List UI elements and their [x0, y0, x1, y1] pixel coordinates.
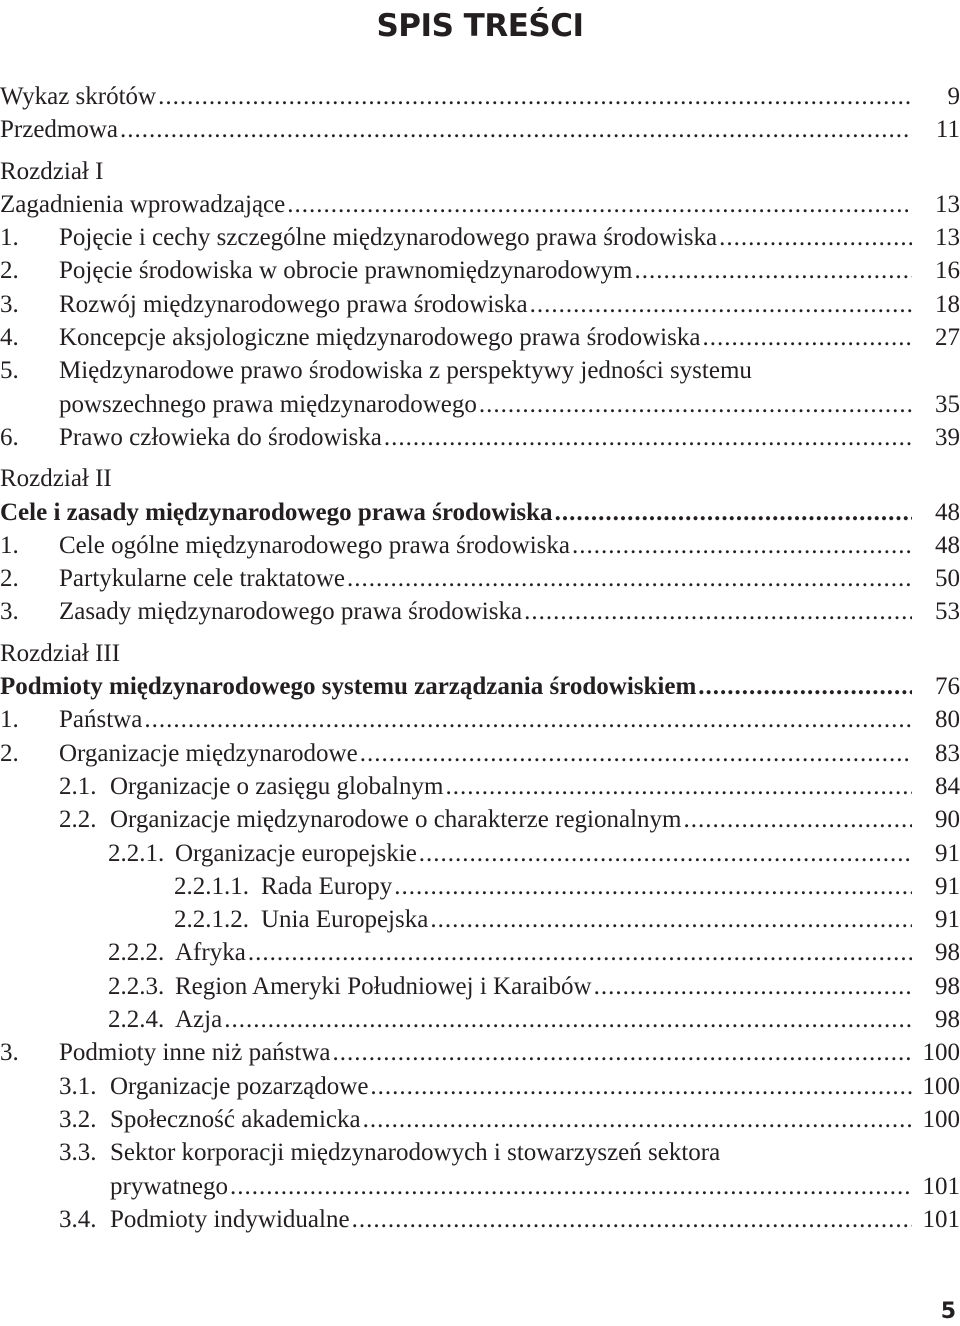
dot-leader	[445, 770, 912, 803]
toc-entry-title: powszechnego prawa międzynarodowego	[59, 390, 477, 418]
toc-entry-title: Prawo człowieka do środowiska	[59, 423, 382, 451]
toc-entry-page: 39	[935, 423, 960, 451]
toc-entry-page: 13	[935, 190, 960, 218]
toc-entry[interactable]	[0, 321, 960, 354]
toc-entry-page: 50	[935, 565, 960, 593]
dot-leader	[555, 496, 912, 529]
toc-entry[interactable]	[0, 288, 960, 321]
toc-entry-number: 3.	[0, 290, 19, 318]
toc-entry-page: 76	[935, 673, 960, 701]
dot-leader	[370, 1070, 912, 1103]
table-of-contents	[0, 80, 960, 1236]
dot-leader	[158, 80, 912, 113]
toc-entry[interactable]	[0, 388, 960, 421]
toc-entry-page: 91	[935, 872, 960, 900]
toc-entry[interactable]	[0, 936, 960, 969]
toc-entry[interactable]	[0, 595, 960, 628]
toc-entry[interactable]	[0, 1070, 960, 1103]
toc-entry-title: Rozdział III	[0, 639, 121, 667]
dot-leader	[594, 970, 912, 1003]
toc-entry-title: Przedmowa	[0, 116, 119, 144]
toc-entry-number: 2.2.1.	[108, 839, 165, 867]
dot-leader	[352, 1203, 912, 1236]
toc-entry-page: 91	[935, 839, 960, 867]
dot-leader	[394, 870, 912, 903]
toc-entry-page: 83	[935, 739, 960, 767]
toc-entry-number: 2.2.2.	[108, 939, 165, 967]
toc-entry-title: Pojęcie środowiska w obrocie prawnomiędzynarodowym	[59, 257, 633, 285]
toc-entry[interactable]	[0, 970, 960, 1003]
toc-entry-page: 48	[935, 498, 960, 526]
toc-entry-page: 100	[922, 1039, 960, 1067]
toc-entry-page: 101	[922, 1205, 960, 1233]
dot-leader	[419, 837, 912, 870]
toc-entry-title: Organizacje międzynarodowe o charakterze regionalnym	[110, 806, 682, 834]
dot-leader	[230, 1170, 912, 1203]
toc-entry-page: 80	[935, 706, 960, 734]
toc-entry[interactable]	[0, 254, 960, 287]
toc-entry-page: 84	[935, 772, 960, 800]
dot-leader	[224, 1003, 912, 1036]
toc-entry-title: Koncepcje aksjologiczne międzynarodowego prawa środowiska	[59, 324, 701, 352]
dot-leader	[683, 803, 912, 836]
toc-entry[interactable]	[0, 354, 960, 387]
toc-entry-number: 3.4.	[59, 1205, 97, 1233]
toc-entry-title: Rozdział II	[0, 465, 112, 493]
chapter-gap	[0, 454, 960, 462]
dot-leader	[702, 321, 912, 354]
dot-leader	[572, 529, 912, 562]
toc-entry-number: 2.2.3.	[108, 972, 165, 1000]
toc-entry-title: Międzynarodowe prawo środowiska z perspektywy jedności systemu	[59, 357, 752, 385]
toc-entry-title: prywatnego	[110, 1172, 229, 1200]
page-number: 5	[940, 1299, 956, 1324]
toc-entry[interactable]	[0, 496, 960, 529]
toc-entry[interactable]	[0, 529, 960, 562]
toc-entry-number: 2.	[0, 565, 19, 593]
toc-entry-title: Azja	[175, 1006, 223, 1034]
toc-entry-title: Zasady międzynarodowego prawa środowiska	[59, 598, 523, 626]
toc-entry-number: 2.	[0, 257, 19, 285]
dot-leader	[347, 562, 912, 595]
toc-entry-page: 35	[935, 390, 960, 418]
toc-entry-number: 2.2.1.2.	[174, 906, 249, 934]
toc-entry-title: Organizacje europejskie	[175, 839, 417, 867]
dot-leader	[248, 936, 912, 969]
toc-entry-number: 2.2.1.1.	[174, 872, 249, 900]
toc-entry-number: 6.	[0, 423, 19, 451]
toc-entry-title: Pojęcie i cechy szczególne międzynarodowego prawa środowiska	[59, 224, 718, 252]
toc-entry-title: Państwa	[59, 706, 143, 734]
dot-leader	[698, 670, 912, 703]
toc-entry[interactable]	[0, 737, 960, 770]
toc-entry-page: 100	[922, 1072, 960, 1100]
dot-leader	[479, 388, 912, 421]
toc-entry-number: 4.	[0, 324, 19, 352]
toc-entry-number: 1.	[0, 531, 19, 559]
toc-entry[interactable]	[0, 221, 960, 254]
toc-entry[interactable]	[0, 870, 960, 903]
chapter-gap	[0, 147, 960, 155]
dot-leader	[144, 703, 912, 736]
toc-entry[interactable]	[0, 1103, 960, 1136]
dot-leader	[634, 254, 912, 287]
toc-entry[interactable]	[0, 770, 960, 803]
dot-leader	[524, 595, 912, 628]
dot-leader	[363, 1103, 912, 1136]
dot-leader	[360, 737, 912, 770]
toc-entry[interactable]	[0, 1170, 960, 1203]
toc-entry-page: 11	[935, 116, 960, 144]
toc-entry-title: Organizacje o zasięgu globalnym	[110, 772, 444, 800]
dot-leader	[384, 421, 912, 454]
toc-entry[interactable]	[0, 670, 960, 703]
toc-entry-title: Organizacje międzynarodowe	[59, 739, 358, 767]
toc-entry-page: 101	[922, 1172, 960, 1200]
toc-entry-page: 91	[935, 906, 960, 934]
toc-entry-number: 3.1.	[59, 1072, 97, 1100]
toc-entry-number: 1.	[0, 706, 19, 734]
toc-entry-title: Sektor korporacji międzynarodowych i stowarzyszeń sektora	[110, 1139, 721, 1167]
toc-entry-page: 100	[922, 1105, 960, 1133]
toc-entry-title: Podmioty inne niż państwa	[59, 1039, 331, 1067]
toc-entry-number: 3.	[0, 598, 19, 626]
toc-entry[interactable]	[0, 562, 960, 595]
toc-entry-title: Rozwój międzynarodowego prawa środowiska	[59, 290, 528, 318]
toc-entry[interactable]	[0, 903, 960, 936]
toc-entry[interactable]	[0, 837, 960, 870]
toc-entry-title: Wykaz skrótów	[0, 83, 157, 110]
toc-entry-title: Region Ameryki Południowej i Karaibów	[175, 972, 592, 1000]
toc-entry-page: 98	[935, 972, 960, 1000]
toc-entry[interactable]	[0, 421, 960, 454]
toc-entry-number: 2.2.4.	[108, 1006, 165, 1034]
toc-entry-number: 2.1.	[59, 772, 97, 800]
toc-entry-page: 90	[935, 806, 960, 834]
toc-entry[interactable]	[0, 113, 960, 146]
toc-entry-page: 48	[935, 531, 960, 559]
toc-entry[interactable]	[0, 1036, 960, 1069]
toc-entry[interactable]	[0, 637, 960, 670]
toc-entry-page: 18	[935, 290, 960, 318]
toc-entry[interactable]	[0, 803, 960, 836]
toc-entry[interactable]	[0, 703, 960, 736]
toc-entry[interactable]	[0, 80, 960, 113]
toc-entry-title: Rada Europy	[261, 872, 393, 900]
page-title: SPIS TREŚCI	[376, 8, 584, 44]
toc-entry-number: 1.	[0, 224, 19, 252]
toc-entry-title: Rozdział I	[0, 157, 104, 185]
toc-entry[interactable]	[0, 188, 960, 221]
toc-entry-number: 3.	[0, 1039, 19, 1067]
dot-leader	[719, 221, 912, 254]
toc-entry-page: 9	[947, 83, 960, 110]
toc-entry[interactable]	[0, 462, 960, 495]
toc-entry[interactable]	[0, 155, 960, 188]
dot-leader	[120, 113, 912, 146]
toc-entry-number: 3.3.	[59, 1139, 97, 1167]
toc-entry-title: Organizacje pozarządowe	[110, 1072, 369, 1100]
dot-leader	[530, 288, 912, 321]
chapter-gap	[0, 629, 960, 637]
toc-entry[interactable]	[0, 1136, 960, 1169]
toc-entry-title: Cele i zasady międzynarodowego prawa środowiska	[0, 498, 553, 526]
toc-entry-number: 5.	[0, 357, 19, 385]
toc-entry-title: Podmioty indywidualne	[110, 1205, 350, 1233]
toc-entry-title: Unia Europejska	[261, 906, 429, 934]
toc-entry-title: Społeczność akademicka	[110, 1105, 361, 1133]
toc-entry-title: Zagadnienia wprowadzające	[0, 190, 286, 218]
toc-entry-title: Cele ogólne międzynarodowego prawa środowiska	[59, 531, 570, 559]
toc-entry-page: 16	[935, 257, 960, 285]
toc-entry-title: Podmioty międzynarodowego systemu zarządzania środowiskiem	[0, 673, 697, 701]
toc-entry-number: 3.2.	[59, 1105, 97, 1133]
toc-entry-page: 98	[935, 939, 960, 967]
toc-entry[interactable]	[0, 1203, 960, 1236]
toc-entry-number: 2.2.	[59, 806, 97, 834]
toc-entry-title: Partykularne cele traktatowe	[59, 565, 345, 593]
dot-leader	[430, 903, 912, 936]
toc-entry-page: 13	[935, 224, 960, 252]
toc-entry-page: 98	[935, 1006, 960, 1034]
toc-entry-page: 53	[935, 598, 960, 626]
toc-entry-title: Afryka	[175, 939, 246, 967]
dot-leader	[287, 188, 912, 221]
dot-leader	[333, 1036, 913, 1069]
toc-entry-page: 27	[935, 324, 960, 352]
toc-entry-number: 2.	[0, 739, 19, 767]
toc-entry[interactable]	[0, 1003, 960, 1036]
